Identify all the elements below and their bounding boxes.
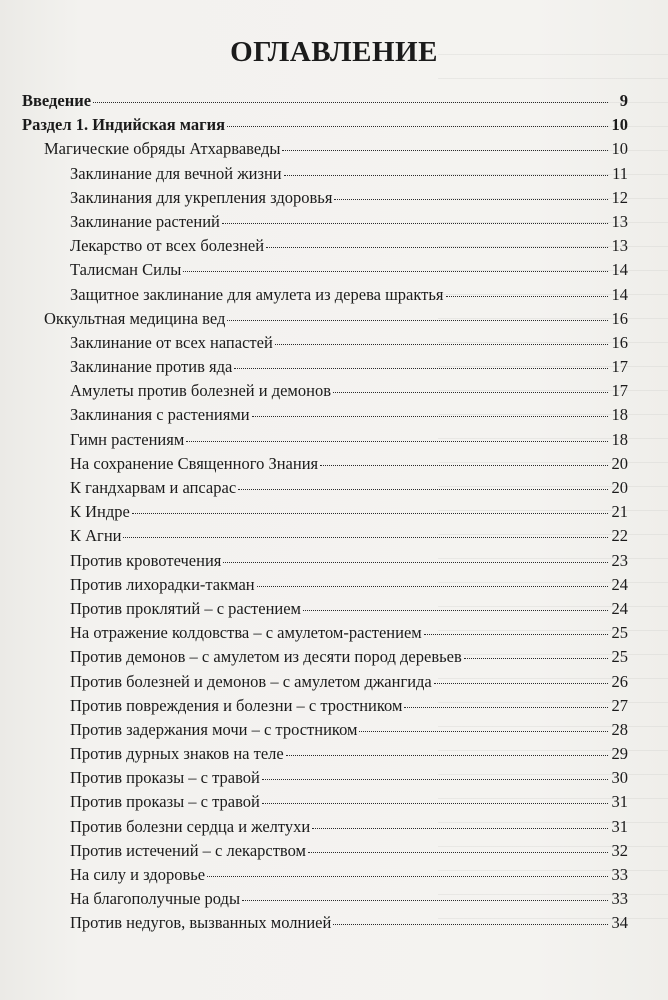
toc-entry-title: Амулеты против болезней и демонов xyxy=(70,381,331,401)
toc-entry-title: К Агни xyxy=(70,526,122,546)
toc-entry-title: Заклинания с растениями xyxy=(70,405,250,425)
dot-leader xyxy=(404,706,608,708)
toc-entry xyxy=(22,355,628,379)
toc-entry-page-number: 16 xyxy=(611,308,628,328)
toc-entry xyxy=(22,476,628,500)
toc-entry-page-number: 12 xyxy=(611,187,628,207)
toc-entry xyxy=(22,113,628,137)
dot-leader xyxy=(424,633,608,635)
toc-entry-page-number: 17 xyxy=(611,357,628,377)
dot-leader xyxy=(286,754,608,756)
dot-leader xyxy=(183,270,608,272)
dot-leader xyxy=(222,222,608,224)
toc-entry-page-number: 14 xyxy=(611,284,628,304)
dot-leader xyxy=(223,561,608,563)
dot-leader xyxy=(186,440,608,442)
toc-entry-title: Против недугов, вызванных молнией xyxy=(70,913,332,933)
toc-entry xyxy=(22,911,628,935)
toc-entry-page-number: 18 xyxy=(611,405,628,425)
toc-entry xyxy=(22,718,628,742)
toc-entry-title: Против проказы – с травой xyxy=(70,792,260,812)
toc-entry-page-number: 10 xyxy=(611,139,628,159)
dot-leader xyxy=(275,343,608,345)
toc-entry-title: Заклинание от всех напастей xyxy=(70,332,273,352)
dot-leader xyxy=(262,802,608,804)
toc-entry xyxy=(22,428,628,452)
dot-leader xyxy=(334,198,608,200)
dot-leader xyxy=(262,778,608,780)
toc-entry xyxy=(22,645,628,669)
dot-leader xyxy=(464,657,608,659)
toc-entry-title: На отражение колдовства – с амулетом-растением xyxy=(70,623,422,643)
toc-entry-title: Лекарство от всех болезней xyxy=(70,236,265,256)
toc-entry xyxy=(22,186,628,210)
toc-entry-title: Защитное заклинание для амулета из дерева шрактья xyxy=(70,284,444,304)
toc-entry-title: Против болезни сердца и желтухи xyxy=(70,816,311,836)
toc-entry-title: Против повреждения и болезни – с тростником xyxy=(70,695,403,715)
toc-entry-page-number: 31 xyxy=(611,816,628,836)
toc-entry xyxy=(22,863,628,887)
toc-entry-title: Против проклятий – с растением xyxy=(70,598,301,618)
dot-leader xyxy=(308,851,608,853)
dot-leader xyxy=(227,319,608,321)
toc-entry-title: Магические обряды Атхарваведы xyxy=(44,139,281,159)
dot-leader xyxy=(242,899,608,901)
dot-leader xyxy=(320,464,608,466)
dot-leader xyxy=(123,536,608,538)
toc-entry-page-number: 30 xyxy=(611,768,628,788)
toc-entry-page-number: 22 xyxy=(611,526,628,546)
toc-entry xyxy=(22,573,628,597)
dot-leader xyxy=(252,415,608,417)
toc-entry-page-number: 16 xyxy=(611,332,628,352)
toc-entry-title: Введение xyxy=(22,91,92,110)
toc-entry-page-number: 14 xyxy=(611,260,628,280)
toc-entry xyxy=(22,452,628,476)
toc-entry xyxy=(22,258,628,282)
dot-leader xyxy=(207,875,608,877)
toc-entry-title: Заклинание для вечной жизни xyxy=(70,163,282,183)
toc-entry xyxy=(22,815,628,839)
toc-entry xyxy=(22,742,628,766)
toc-entry xyxy=(22,670,628,694)
toc-entry-title: Против истечений – с лекарством xyxy=(70,840,306,860)
toc-entry xyxy=(22,790,628,814)
toc-entry-page-number: 13 xyxy=(611,211,628,231)
toc-entry-page-number: 28 xyxy=(611,719,628,739)
toc-entry-title: Против задержания мочи – с тростником xyxy=(70,719,358,739)
toc-entry-title: Оккультная медицина вед xyxy=(44,308,226,328)
dot-leader xyxy=(333,391,608,393)
toc-entry-title: Против дурных знаков на теле xyxy=(70,744,284,764)
toc-entry-page-number: 31 xyxy=(611,792,628,812)
toc-entry-page-number: 23 xyxy=(611,550,628,570)
toc-entry-page-number: 27 xyxy=(611,695,628,715)
dot-leader xyxy=(284,174,608,176)
dot-leader xyxy=(227,125,608,127)
toc-entry xyxy=(22,403,628,427)
toc-entry-page-number: 11 xyxy=(612,163,628,183)
toc-entry xyxy=(22,694,628,718)
toc-entry-page-number: 20 xyxy=(611,453,628,473)
toc-entry xyxy=(22,597,628,621)
toc-entry-page-number: 21 xyxy=(611,502,628,522)
toc-entry-title: На силу и здоровье xyxy=(70,865,206,884)
dot-leader xyxy=(234,367,608,369)
toc-entry-title: Раздел 1. Индийская магия xyxy=(22,115,226,135)
dot-leader xyxy=(238,488,608,490)
toc-entry-page-number: 9 xyxy=(619,91,628,110)
toc-entry xyxy=(22,524,628,548)
dot-leader xyxy=(303,609,608,611)
toc-entry-page-number: 33 xyxy=(611,889,628,909)
page-title: ОГЛАВЛЕНИЕ xyxy=(230,36,438,68)
dot-leader xyxy=(93,101,608,103)
toc-entry-page-number: 24 xyxy=(611,574,628,594)
toc-entry-page-number: 32 xyxy=(611,840,628,860)
dot-leader xyxy=(333,923,608,925)
toc-entry-title: Талисман Силы xyxy=(70,260,182,280)
toc-entry-page-number: 17 xyxy=(611,381,628,401)
dot-leader xyxy=(132,512,608,514)
toc-entry-title: Гимн растениям xyxy=(70,429,185,449)
toc-entry xyxy=(22,162,628,186)
toc-entry xyxy=(22,500,628,524)
toc-entry-title: Против болезней и демонов – с амулетом джангида xyxy=(70,671,432,691)
toc-entry xyxy=(22,283,628,307)
toc-entry-page-number: 25 xyxy=(611,623,628,643)
toc-entry xyxy=(22,549,628,573)
toc-entry-title: Против лихорадки-такман xyxy=(70,574,255,594)
dot-leader xyxy=(359,730,608,732)
toc-entry-title: Против кровотечения xyxy=(70,550,222,570)
toc-entry-title: Заклинания для укрепления здоровья xyxy=(70,187,333,207)
toc-entry xyxy=(22,234,628,258)
toc-entry xyxy=(22,210,628,234)
toc-entry xyxy=(22,331,628,355)
toc-entry-page-number: 29 xyxy=(611,744,628,764)
toc-entry-page-number: 26 xyxy=(611,671,628,691)
toc-entry-page-number: 20 xyxy=(611,478,628,497)
toc-entry xyxy=(22,766,628,790)
toc-entry xyxy=(22,839,628,863)
toc-entry xyxy=(22,379,628,403)
toc-entry xyxy=(22,307,628,331)
toc-entry-title: К гандхарвам и апсарас xyxy=(70,478,237,497)
toc-entry xyxy=(22,887,628,911)
toc-entry-title: На благополучные роды xyxy=(70,889,241,909)
dot-leader xyxy=(446,295,609,297)
toc-entry-page-number: 34 xyxy=(611,913,628,933)
dot-leader xyxy=(434,682,608,684)
dot-leader xyxy=(282,149,608,151)
toc-entry-page-number: 25 xyxy=(611,647,628,667)
toc-entry-page-number: 18 xyxy=(611,429,628,449)
toc-entry xyxy=(22,89,628,113)
dot-leader xyxy=(312,827,608,829)
dot-leader xyxy=(257,585,608,587)
toc-entry-title: Против демонов – с амулетом из десяти пород деревьев xyxy=(70,647,462,667)
toc-entry xyxy=(22,137,628,161)
toc-entry-title: Заклинание растений xyxy=(70,211,220,231)
toc-entry-page-number: 10 xyxy=(611,115,628,135)
dot-leader xyxy=(266,246,608,248)
toc-entry-page-number: 13 xyxy=(611,236,628,256)
toc-entry xyxy=(22,621,628,645)
toc-entry-title: Заклинание против яда xyxy=(70,357,233,377)
toc-entry-page-number: 24 xyxy=(611,598,628,618)
table-of-contents xyxy=(22,89,628,936)
toc-entry-title: Против проказы – с травой xyxy=(70,768,260,788)
toc-entry-page-number: 33 xyxy=(611,865,628,884)
toc-entry-title: На сохранение Священного Знания xyxy=(70,453,319,473)
toc-entry-title: К Индре xyxy=(70,502,130,522)
